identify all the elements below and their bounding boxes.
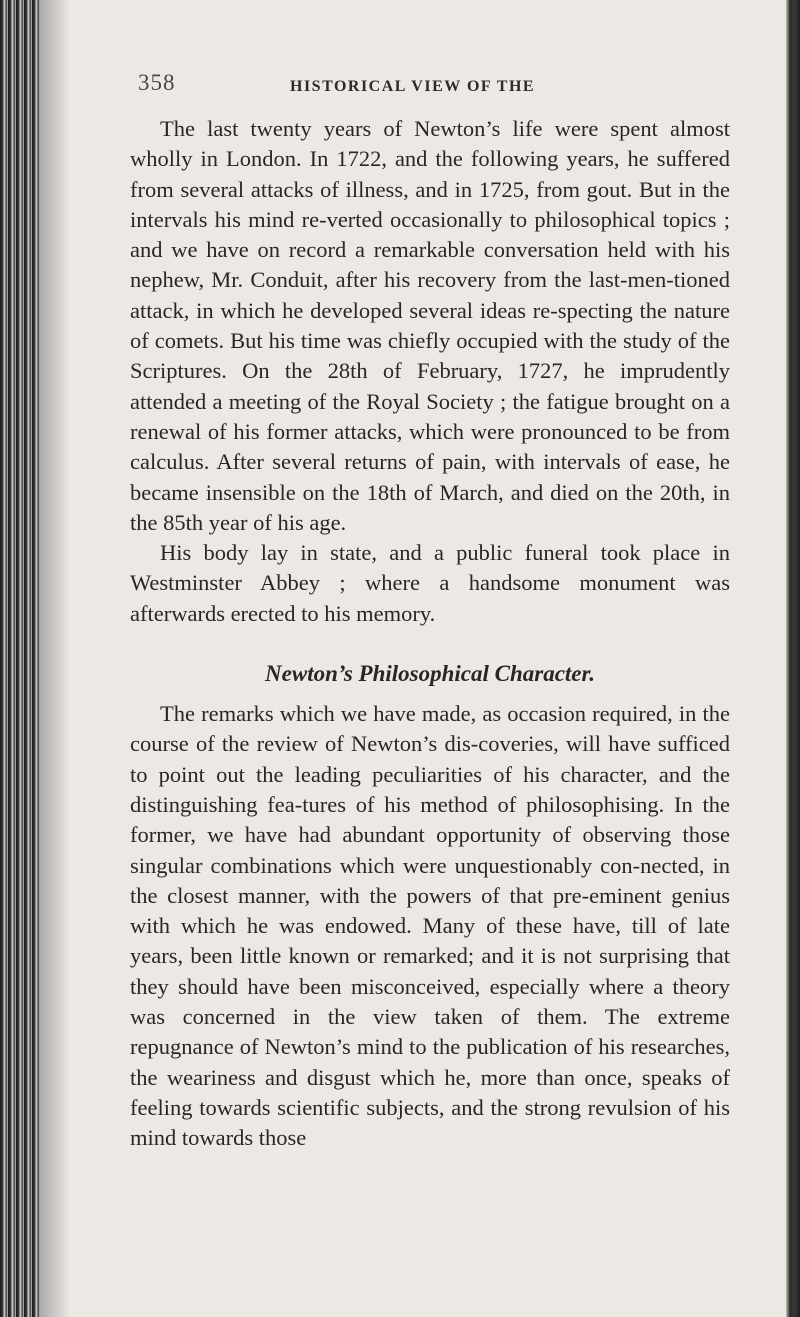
gutter-shadow bbox=[40, 0, 70, 1317]
book-edge-right bbox=[786, 0, 800, 1317]
section-heading: Newton’s Philosophical Character. bbox=[265, 661, 595, 687]
page-number: 358 bbox=[138, 70, 176, 95]
book-binding-left bbox=[0, 0, 40, 1317]
book-page bbox=[130, 70, 730, 1154]
paragraph-funeral: His body lay in state, and a public funeral took place in Westminster Abbey ; where a handsome monument was afterwards erected to his memory. bbox=[130, 540, 730, 626]
page-header bbox=[130, 70, 730, 110]
paragraph-newton-final-years: The last twenty years of Newton’s life were spent almost wholly in London. In 1722, and the following years, he suffered from several attacks of illness, and in 1725, from gout. But in the intervals his mind re-verted occasionally to philosophical topics ; and we have on record a remarkable conversation held with his nephew, Mr. Conduit, after his recovery from the last-men-tioned attack, in which he developed several ideas re-specting the nature of comets. But his time was chiefly occupied with the study of the Scriptures. On the 28th of February, 1727, he imprudently attended a meeting of the Royal Society ; the fatigue brought on a renewal of his former attacks, which were pronounced to be from calculus. After several returns of pain, with intervals of ease, he became insensible on the 18th of March, and died on the 20th, in the 85th year of his age. bbox=[130, 116, 730, 535]
paragraph-philosophical-character: The remarks which we have made, as occasion required, in the course of the review of Newton’s dis-coveries, will have sufficed to point out the leading peculiarities of his character, and the distinguishing fea-tures of his method of philosophising. In the former, we have had abundant opportunity of observing those singular combinations which were unquestionably con-nected, in the closest manner, with the powers of that pre-eminent genius with which he was endowed. Many of these have, till of late years, been little known or remarked; and it is not surprising that they should have been misconceived, especially where a theory was concerned in the view taken of them. The extreme repugnance of Newton’s mind to the publication of his researches, the weariness and disgust which he, more than once, speaks of feeling towards scientific subjects, and the strong revulsion of his mind towards those bbox=[130, 701, 730, 1151]
running-head: HISTORICAL VIEW OF THE bbox=[290, 78, 536, 95]
